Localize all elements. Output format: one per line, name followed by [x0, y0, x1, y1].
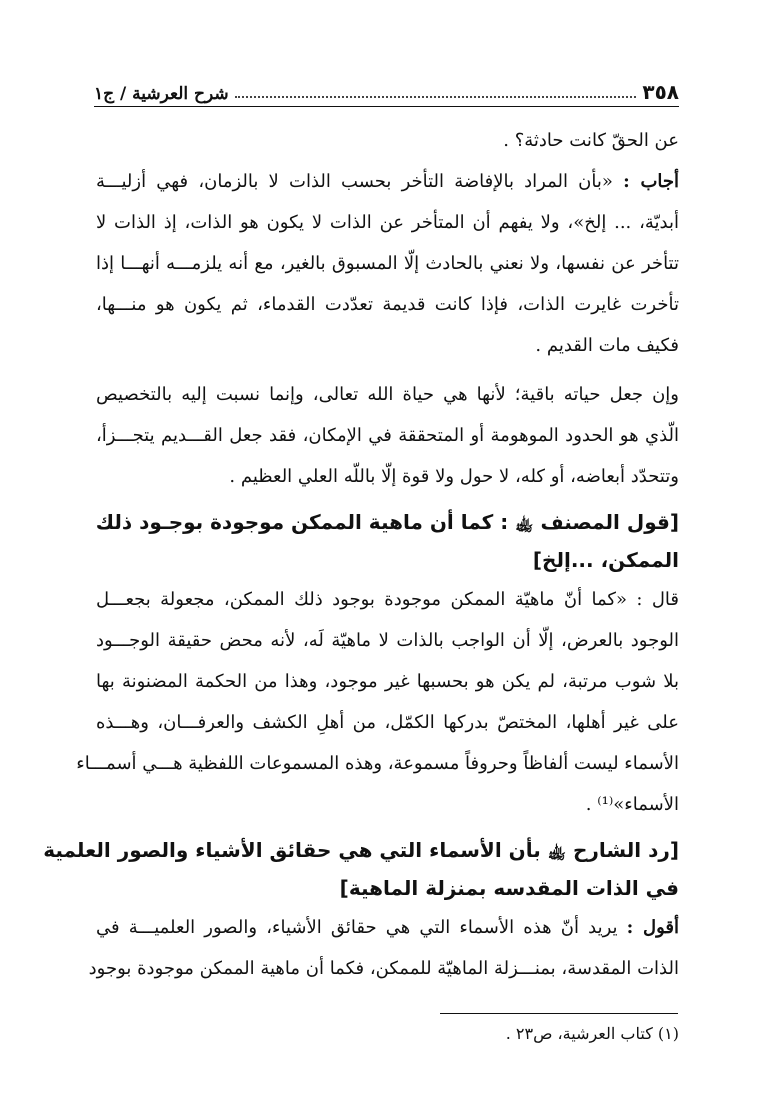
heading-line: [قول المصنف ﵀ : كما أن ماهية الممكن موجودة بوجـود ذلك [95, 510, 679, 534]
commentary-label: أقول : [626, 917, 679, 938]
text-line: الوجود بالعرض، إلّا أن الواجب بالذات لا ماهيّة لَه، لأنه محض حقيقة الوجـــود [96, 630, 679, 651]
text-line: تتأخر عن نفسها، ولا نعني بالحادث إلّا المسبوق بالغير، مع أنه يلزمـــه أنهـــا إذا [96, 253, 679, 274]
answer-label: أجاب : [623, 171, 679, 192]
text-line: تأخرت غايرت الذات، فإذا كانت قديمة تعدّدت القدماء، ثم يكون هو منـــها، [96, 294, 679, 315]
heading-line: الممكن، ...إلخ] [532, 548, 679, 572]
footnote-rule [440, 1013, 678, 1014]
text-line: عن الحقّ كانت حادثة؟ . [503, 130, 679, 151]
text-line: على غير أهلها، المختصّ بدركها الكمّل، من أهلِ الكشف والعرفـــان، وهـــذه [96, 712, 679, 733]
heading-line: في الذات المقدسه بمنزلة الماهية] [339, 876, 679, 900]
section-heading [43, 831, 679, 907]
text-line: فكيف مات القديم . [535, 335, 679, 356]
text-line: الذات المقدسة، بمنـــزلة الماهيّة للممكن، فكما أن ماهية الممكن موجودة بوجود [88, 958, 679, 979]
running-title: شرح العرشية / ج١ [94, 84, 229, 104]
text-line: الأسماء»⁽¹⁾ . [585, 794, 679, 815]
section-heading [96, 503, 679, 579]
text-line: أبديّة، ... إلخ»، ولا يفهم أن المتأخر عن الذات لا يكون هو الذات، إذ الذات لا [96, 212, 679, 233]
header-dot-leader [235, 96, 637, 98]
text-line: الّذي هو الحدود الموهومة أو المتحققة في الإمكان، فقد جعل القـــديم يتجـــزأ، [96, 425, 679, 446]
running-header [94, 68, 679, 107]
footnote [506, 1024, 679, 1043]
text-span: «بأن المراد بالإفاضة التأخر بحسب الذات لا بالزمان، فهي أزليـــة [96, 171, 613, 192]
text-line [96, 161, 679, 202]
text-line: بلا شوب مرتبة، لم يكن هو بحسبها غير موجود، وهذا من الحكمة المضنونة بها [96, 671, 679, 692]
text-line: الأسماء ليست ألفاظاً وحروفاً مسموعة، وهذه المسموعات اللفظية هـــي أسمـــاء [76, 753, 679, 774]
page-body [43, 120, 679, 989]
text-span: يريد أنّ هذه الأسماء التي هي حقائق الأشياء، والصور العلميـــة في [96, 917, 618, 938]
heading-line: [رد الشارح ﵀ بأن الأسماء التي هي حقائق الأشياء والصور العلمية [43, 838, 679, 862]
text-line: وإن جعل حياته باقية؛ لأنها هي حياة الله تعالى، وإنما نسبت إليه بالتخصيص [96, 384, 679, 405]
footnote-marker: (١) [657, 1024, 679, 1043]
text-line: قال : «كما أنّ ماهيّة الممكن موجودة بوجود ذلك الممكن، مجعولة بجعـــل [96, 589, 679, 610]
text-line: وتتحدّد أبعاضه، أو كله، لا حول ولا قوة إلّا باللّه العلي العظيم . [229, 466, 679, 487]
text-line [96, 907, 679, 948]
footnote-text: كتاب العرشية، ص٢٣ . [505, 1024, 653, 1043]
page-number: ٣٥٨ [642, 80, 679, 104]
